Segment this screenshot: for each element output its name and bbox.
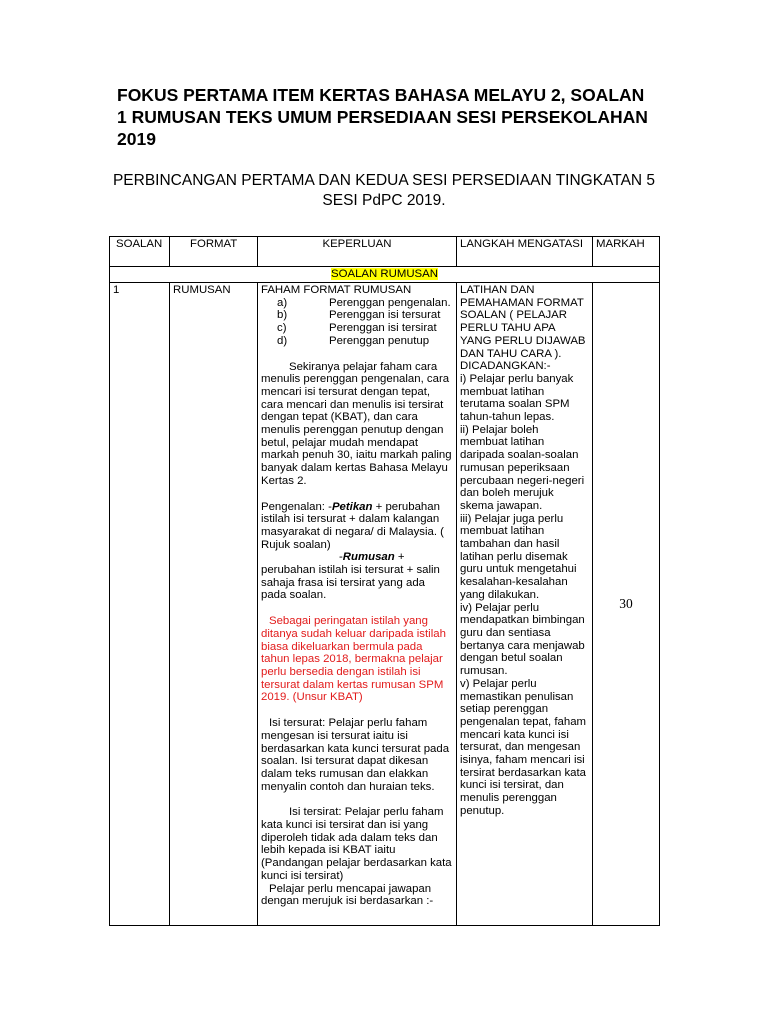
list-item: iv) Pelajar perlu mendapatkan bimbingan guru dan sentiasa bertanya cara menjawab dengan betul soalan rumusan. — [460, 601, 585, 678]
list-item: v) Pelajar perlu memastikan penulisan setiap perenggan pengenalan tepat, faham mencari kata kunci isi tersurat, dan mengesan isinya, faham mencari isi tersirat berdasarkan kata kunci isi tersirat, dan menulis perenggan penutup. — [460, 677, 587, 817]
rumusan-table — [109, 236, 660, 926]
cell-format: RUMUSAN — [170, 283, 258, 926]
tersirat-paragraph: Isi tersirat: Pelajar perlu faham kata kunci isi tersirat dan isi yang diperoleh tidak ada dalam teks dan lebih kepada isi KBAT iaitu (Pandangan pelajar berdasarkan kata kunci isi tersirat) — [261, 806, 452, 882]
tersurat-paragraph: Isi tersurat: Pelajar perlu faham mengesan isi tersurat iaitu isi berdasarkan kata kunci tersurat pada soalan. Isi tersurat dapat dikesan dalam teks rumusan dan elakkan menyalin contoh dan huraian teks. — [261, 717, 450, 793]
cell-keperluan — [258, 283, 457, 926]
list-item: a) Perenggan pengenalan. — [277, 296, 451, 309]
red-note: Sebagai peringatan istilah yang ditanya sudah keluar daripada istilah biasa dikeluarkan bermula pada tahun lepas 2018, bermakna pelajar perlu bersedia dengan istilah isi tersurat dalam kertas rumusan SPM 2019. (Unsur KBAT) — [261, 615, 446, 704]
header-markah: MARKAH — [593, 237, 660, 267]
list-item: ii) Pelajar boleh membuat latihan daripada soalan-soalan rumusan peperiksaan percubaan negeri-negeri dan boleh merujuk skema jawapan. — [460, 423, 585, 512]
keperluan-paragraph: Sekiranya pelajar faham cara menulis perenggan pengenalan, cara mencari isi tersurat dengan tepat, cara mencari dan menulis isi tersirat dengan tepat (KBAT), dan cara menulis perenggan penutup dengan betul, pelajar mudah mendapat markah penuh 30, iaitu markah paling banyak dalam kertas Bahasa Melayu Kertas 2. — [261, 360, 452, 487]
header-keperluan: KEPERLUAN — [258, 237, 457, 267]
rumusan-line: -Rumusan + — [339, 551, 405, 564]
mencapai-paragraph: Pelajar perlu mencapai jawapan dengan merujuk isi berdasarkan :- — [261, 882, 434, 908]
cell-soalan: 1 — [110, 283, 170, 926]
header-format: FORMAT — [170, 237, 258, 267]
document-subtitle: PERBINCANGAN PERTAMA DAN KEDUA SESI PERSEDIAAN TINGKATAN 5 SESI PdPC 2019. — [112, 172, 656, 209]
keperluan-heading: FAHAM FORMAT RUMUSAN — [261, 284, 412, 296]
list-item: c) Perenggan isi tersirat — [277, 322, 437, 335]
section-row — [110, 267, 660, 283]
document-title: FOKUS PERTAMA ITEM KERTAS BAHASA MELAYU 2, SOALAN 1 RUMUSAN TEKS UMUM PERSEDIAAN SESI PERSEKOLAHAN 2019 — [117, 85, 648, 149]
cell-markah: 30 — [593, 283, 660, 926]
cell-langkah — [457, 283, 593, 926]
langkah-intro: LATIHAN DAN PEMAHAMAN FORMAT SOALAN ( PELAJAR PERLU TAHU APA YANG PERLU DIJAWAB DAN TAHU CARA ). DICADANGKAN:- — [460, 284, 586, 373]
table-row — [110, 283, 660, 926]
list-item: b) Perenggan isi tersurat — [277, 309, 441, 322]
header-langkah: LANGKAH MENGATASI — [457, 237, 593, 267]
table-header-row — [110, 237, 660, 267]
list-item: d) Perenggan penutup — [277, 334, 430, 347]
rumusan-paragraph: perubahan istilah isi tersurat + salin sahaja frasa isi tersirat yang ada pada soalan. — [261, 564, 440, 602]
header-soalan: SOALAN — [110, 237, 170, 267]
list-item: iii) Pelajar juga perlu membuat latihan tambahan dan hasil latihan perlu disemak guru untuk mengetahui kesalahan-kesalahan yang dilakukan. — [460, 512, 577, 601]
section-label: SOALAN RUMUSAN — [331, 268, 438, 280]
list-item: i) Pelajar perlu banyak membuat latihan terutama soalan SPM tahun-tahun lepas. — [460, 372, 574, 424]
pengenalan-paragraph: Pengenalan: -Petikan + perubahan istilah isi tersurat + dalam kalangan masyarakat di negara/ di Malaysia. ( Rujuk soalan) — [261, 500, 444, 551]
